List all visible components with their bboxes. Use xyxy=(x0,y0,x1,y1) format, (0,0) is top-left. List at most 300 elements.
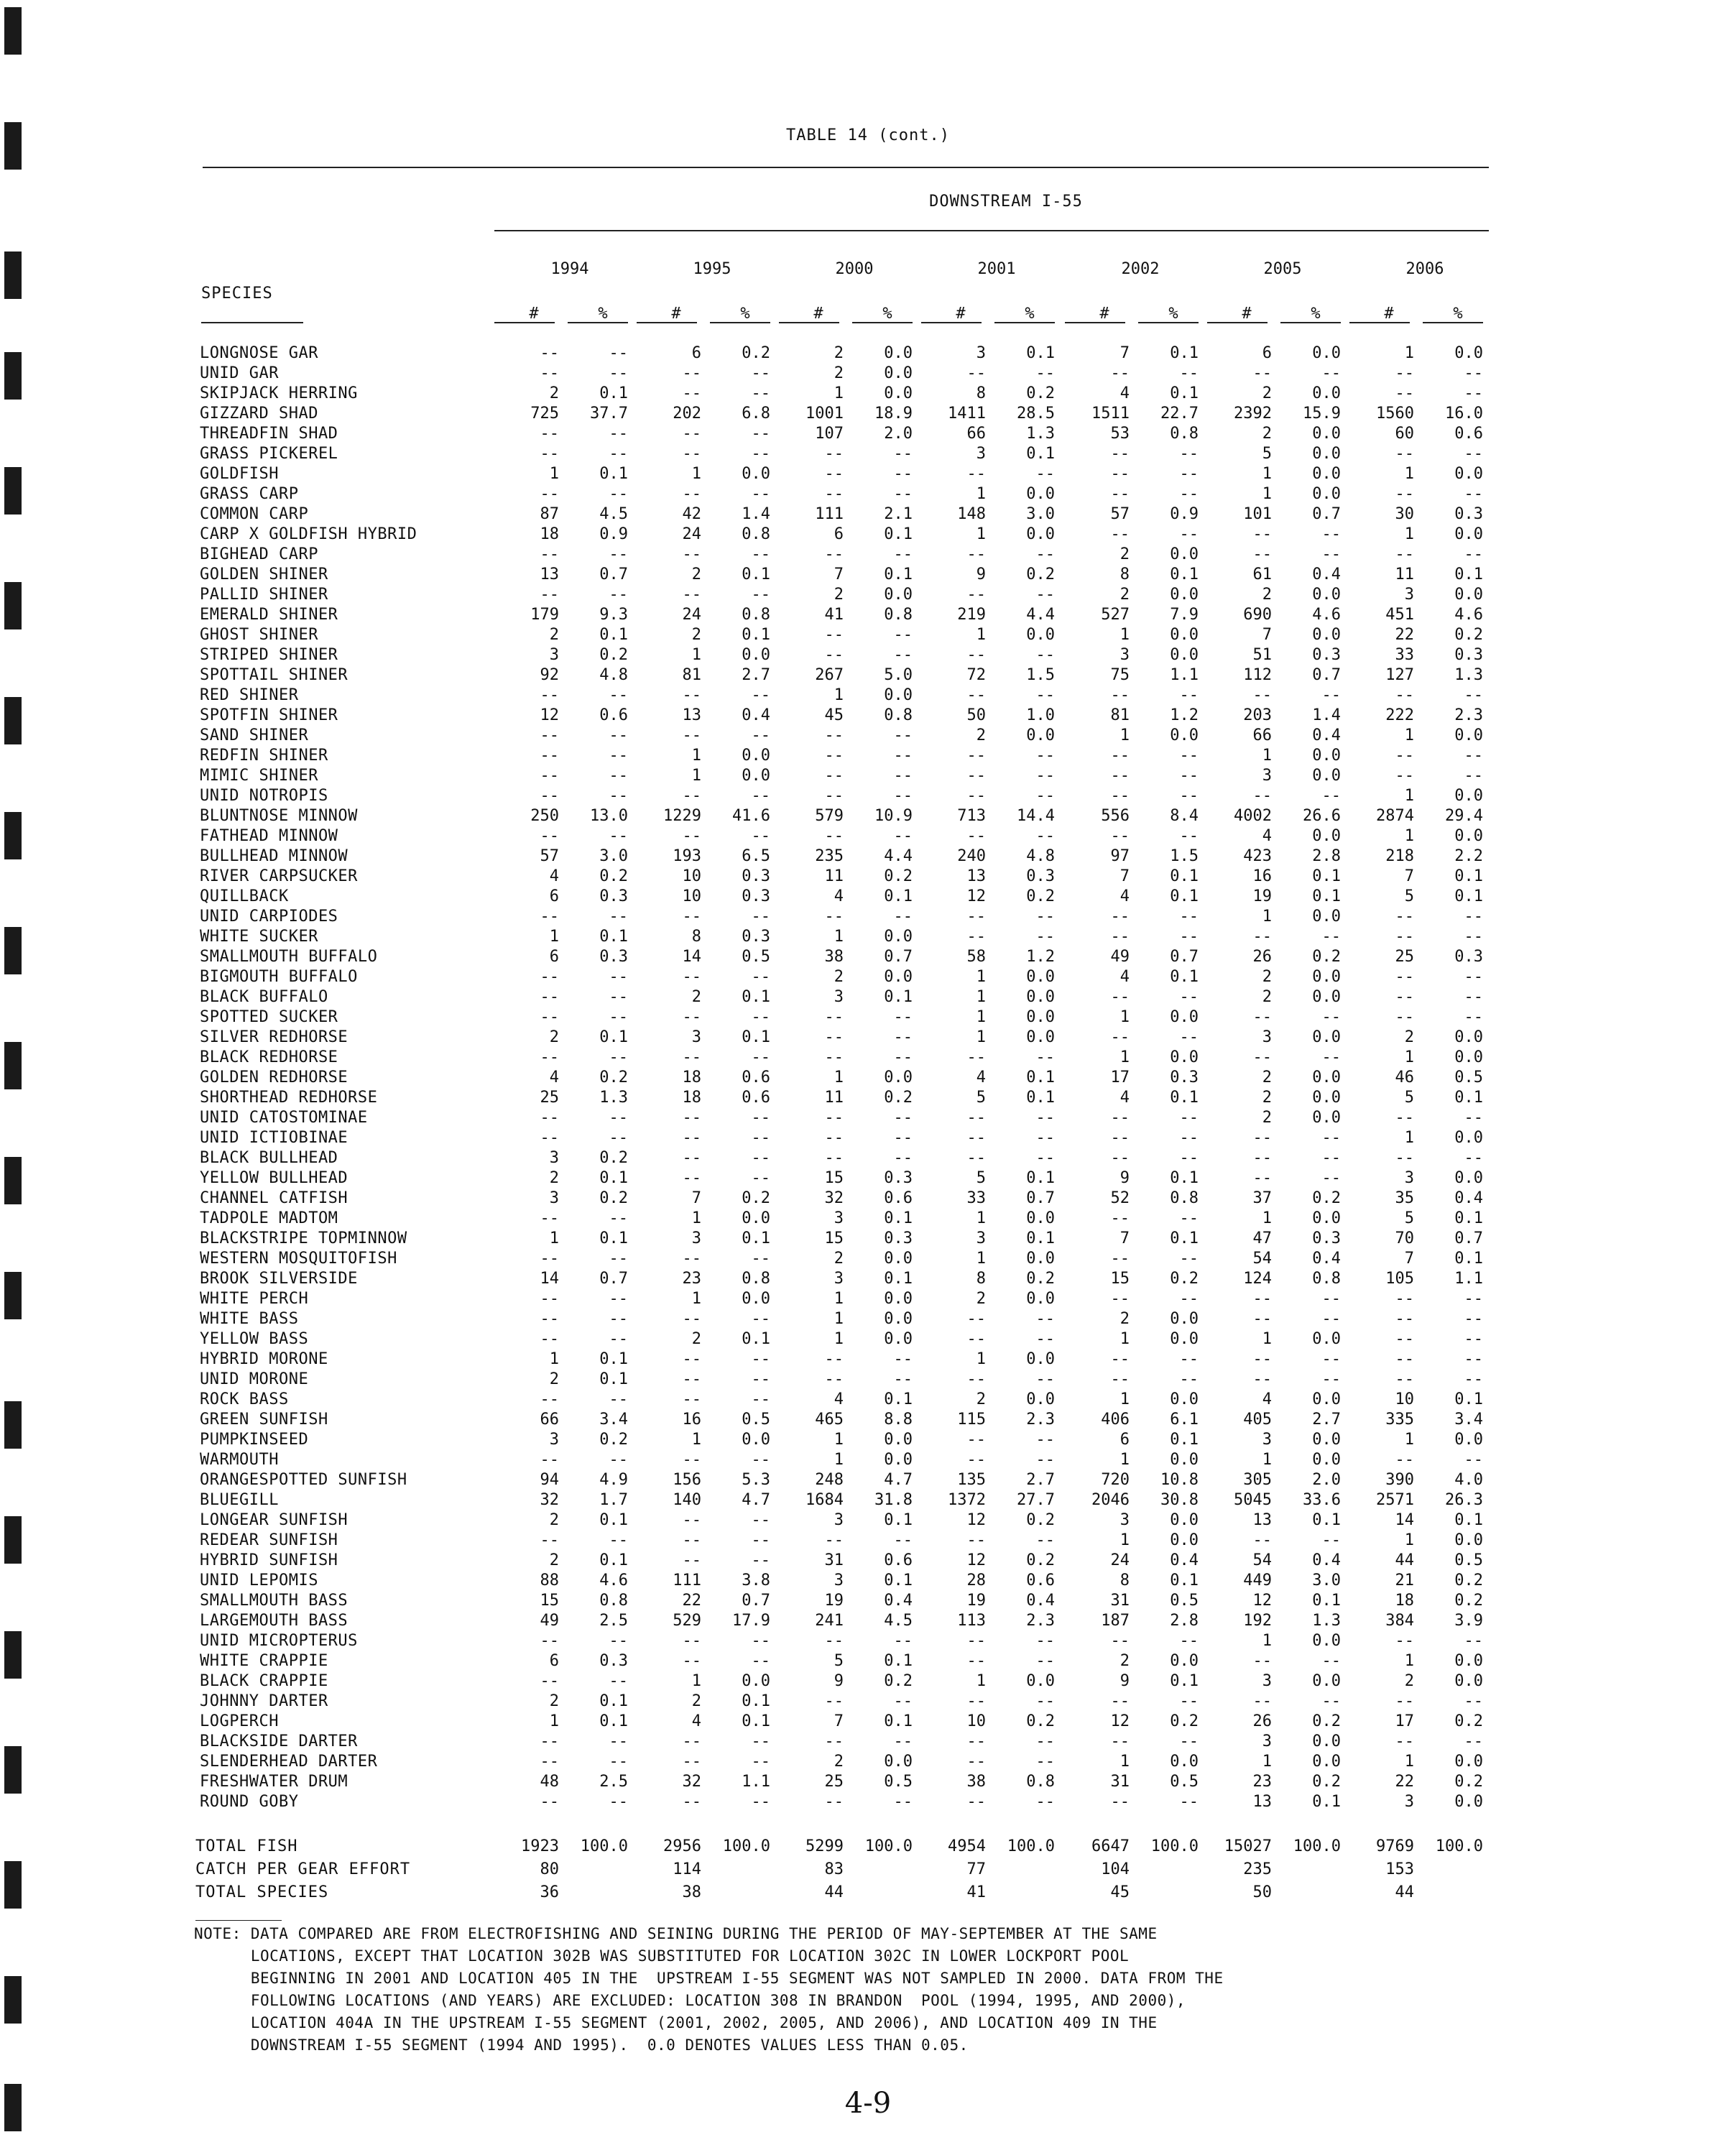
percent-cell: 100.0 xyxy=(864,1837,913,1855)
count-cell: 1 xyxy=(691,1672,701,1690)
count-cell: 1 xyxy=(976,485,986,503)
count-cell: -- xyxy=(1110,1793,1130,1811)
percent-cell: 0.0 xyxy=(1454,1652,1483,1670)
percent-cell: -- xyxy=(893,767,913,785)
percent-cell: -- xyxy=(751,1350,770,1368)
table-row xyxy=(0,1189,1736,1209)
percent-cell: 0.0 xyxy=(1170,626,1199,644)
year-header: 1995 xyxy=(693,260,731,278)
table-row xyxy=(0,887,1736,907)
table-row xyxy=(0,1410,1736,1430)
percent-cell: -- xyxy=(751,968,770,986)
count-cell: -- xyxy=(682,586,701,604)
count-cell: -- xyxy=(682,968,701,986)
count-cell: -- xyxy=(824,1370,844,1388)
count-cell: 2 xyxy=(691,566,701,583)
count-cell: 94 xyxy=(540,1471,559,1489)
percent-cell: 1.2 xyxy=(1170,706,1199,724)
table-row xyxy=(0,1128,1736,1148)
count-cell: -- xyxy=(682,1390,701,1408)
percent-cell: -- xyxy=(1179,1250,1199,1268)
percent-cell: -- xyxy=(751,1129,770,1147)
count-cell: 1 xyxy=(1262,1632,1272,1650)
count-cell: 2 xyxy=(1404,1028,1414,1046)
percent-cell: 1.5 xyxy=(1026,666,1055,684)
percent-cell: 0.2 xyxy=(1312,1773,1341,1791)
species-name: MIMIC SHINER xyxy=(200,767,318,785)
count-cell: -- xyxy=(682,1129,701,1147)
percent-cell: -- xyxy=(1321,1048,1341,1066)
count-cell: 3 xyxy=(1262,1431,1272,1449)
count-cell: 25 xyxy=(1395,948,1414,966)
percent-cell: 0.0 xyxy=(1454,1431,1483,1449)
percent-cell: -- xyxy=(1179,747,1199,765)
table-row xyxy=(0,1007,1736,1028)
count-cell: 2 xyxy=(549,1028,559,1046)
count-cell: 48 xyxy=(540,1773,559,1791)
count-cell: 3 xyxy=(1119,1511,1130,1529)
count-cell: 1 xyxy=(834,1330,844,1348)
percent-cell: 8.4 xyxy=(1170,807,1199,825)
percent-cell: 0.0 xyxy=(1454,827,1483,845)
table-row xyxy=(0,766,1736,786)
species-name: GOLDEN REDHORSE xyxy=(200,1069,348,1086)
percent-cell: 0.2 xyxy=(1454,626,1483,644)
percent-cell: -- xyxy=(1179,1149,1199,1167)
percent-cell: 0.0 xyxy=(1312,1069,1341,1086)
percent-cell: 0.0 xyxy=(1170,1390,1199,1408)
percent-cell: -- xyxy=(1464,747,1483,765)
percent-column-header: % xyxy=(1311,305,1321,323)
count-cell: -- xyxy=(1110,1370,1130,1388)
year-header: 2002 xyxy=(1121,260,1160,278)
percent-cell: -- xyxy=(1179,928,1199,946)
count-cell: 3 xyxy=(976,344,986,362)
percent-cell: 10.8 xyxy=(1160,1471,1199,1489)
table-row xyxy=(0,1631,1736,1651)
count-cell: 3 xyxy=(549,1431,559,1449)
count-cell: 14 xyxy=(682,948,701,966)
percent-cell: -- xyxy=(1321,1008,1341,1026)
percent-cell: 37.7 xyxy=(590,405,628,423)
percent-cell: 0.1 xyxy=(1170,344,1199,362)
count-cell: -- xyxy=(824,726,844,744)
species-name: UNID NOTROPIS xyxy=(200,787,328,805)
count-cell: -- xyxy=(1252,545,1272,563)
percent-cell: 2.8 xyxy=(1170,1612,1199,1630)
count-header-underline xyxy=(921,322,982,323)
percent-cell: 0.3 xyxy=(1454,505,1483,523)
count-cell: 7 xyxy=(1119,344,1130,362)
count-cell: -- xyxy=(1110,686,1130,704)
table-row xyxy=(0,1712,1736,1732)
count-cell: 61 xyxy=(1252,566,1272,583)
table-row xyxy=(0,1148,1736,1168)
percent-cell: -- xyxy=(1464,1451,1483,1469)
percent-cell: -- xyxy=(609,1793,628,1811)
percent-cell: -- xyxy=(751,726,770,744)
percent-cell: 0.4 xyxy=(1312,1551,1341,1569)
percent-cell: 0.4 xyxy=(1312,566,1341,583)
percent-cell: -- xyxy=(893,485,913,503)
percent-cell: 0.0 xyxy=(1026,485,1055,503)
count-cell: 54 xyxy=(1252,1551,1272,1569)
percent-cell: -- xyxy=(1464,1733,1483,1750)
count-cell: -- xyxy=(966,1753,986,1771)
percent-cell: 0.1 xyxy=(1026,1089,1055,1107)
percent-cell: 0.0 xyxy=(1170,545,1199,563)
percent-cell: -- xyxy=(609,1008,628,1026)
percent-cell: 0.9 xyxy=(599,525,628,543)
percent-cell: -- xyxy=(1321,1129,1341,1147)
percent-cell: 0.1 xyxy=(1454,566,1483,583)
percent-cell: -- xyxy=(1321,1169,1341,1187)
table-row xyxy=(0,1470,1736,1490)
count-cell: 3 xyxy=(1262,1733,1272,1750)
count-cell: 1 xyxy=(691,767,701,785)
species-name: BIGHEAD CARP xyxy=(200,545,318,563)
percent-cell: -- xyxy=(1179,1350,1199,1368)
percent-header-underline xyxy=(852,322,913,323)
count-cell: 1 xyxy=(976,1250,986,1268)
table-row xyxy=(0,1571,1736,1591)
percent-cell: 0.0 xyxy=(1026,626,1055,644)
percent-cell: 0.0 xyxy=(1312,485,1341,503)
count-cell: 6 xyxy=(691,344,701,362)
percent-cell: 0.1 xyxy=(1170,1089,1199,1107)
species-name: UNID MICROPTERUS xyxy=(200,1632,358,1650)
count-cell: 8 xyxy=(1119,566,1130,583)
count-cell: 60 xyxy=(1395,425,1414,443)
percent-cell: 0.0 xyxy=(1454,465,1483,483)
count-cell: 1 xyxy=(1404,465,1414,483)
species-name: WHITE BASS xyxy=(200,1310,299,1328)
percent-cell: 0.0 xyxy=(1170,1048,1199,1066)
count-cell: 3 xyxy=(834,1209,844,1227)
percent-header-underline xyxy=(568,322,628,323)
percent-cell: -- xyxy=(751,1753,770,1771)
count-cell: -- xyxy=(1395,1692,1414,1710)
totals-row xyxy=(0,1858,1736,1881)
count-cell: -- xyxy=(540,586,559,604)
percent-cell: 0.7 xyxy=(1312,505,1341,523)
count-cell: 1 xyxy=(1262,1451,1272,1469)
count-cell: 33 xyxy=(966,1189,986,1207)
count-cell: -- xyxy=(1252,1169,1272,1187)
count-cell: 1 xyxy=(976,968,986,986)
percent-cell: -- xyxy=(1035,1632,1055,1650)
percent-cell: -- xyxy=(751,686,770,704)
count-cell: 1 xyxy=(1119,1008,1130,1026)
count-cell: -- xyxy=(540,1048,559,1066)
count-cell: 2 xyxy=(691,1692,701,1710)
percent-cell: 0.0 xyxy=(1454,1028,1483,1046)
count-cell: 2 xyxy=(691,988,701,1006)
count-cell: 193 xyxy=(673,847,701,865)
percent-cell: 0.1 xyxy=(742,1028,770,1046)
percent-cell: -- xyxy=(609,425,628,443)
percent-cell: 0.1 xyxy=(884,566,913,583)
species-name: REDEAR SUNFISH xyxy=(200,1531,338,1549)
table-row xyxy=(0,1792,1736,1812)
count-cell: 42 xyxy=(682,505,701,523)
percent-cell: 0.1 xyxy=(1170,867,1199,885)
count-cell: -- xyxy=(1252,1149,1272,1167)
percent-cell: 0.4 xyxy=(1026,1592,1055,1610)
percent-cell: 0.0 xyxy=(1026,988,1055,1006)
table-row xyxy=(0,1651,1736,1671)
count-cell: 8 xyxy=(976,384,986,402)
count-cell: 2 xyxy=(976,1390,986,1408)
percent-cell: 0.1 xyxy=(884,1712,913,1730)
count-cell: -- xyxy=(540,767,559,785)
count-cell: 2 xyxy=(549,1551,559,1569)
table-row xyxy=(0,927,1736,947)
percent-cell: 1.3 xyxy=(599,1089,628,1107)
percent-cell: 0.1 xyxy=(742,1712,770,1730)
count-cell: 111 xyxy=(673,1572,701,1590)
count-cell: 2956 xyxy=(663,1837,701,1855)
percent-cell: 0.0 xyxy=(742,1209,770,1227)
percent-cell: 0.0 xyxy=(742,1290,770,1308)
table-row xyxy=(0,464,1736,484)
percent-cell: -- xyxy=(1035,1370,1055,1388)
percent-cell: 6.1 xyxy=(1170,1411,1199,1429)
table-row xyxy=(0,846,1736,867)
percent-column-header: % xyxy=(1453,305,1463,323)
count-cell: 1 xyxy=(1404,1652,1414,1670)
count-cell: 12 xyxy=(1110,1712,1130,1730)
count-cell: -- xyxy=(1395,928,1414,946)
percent-cell: 6.5 xyxy=(742,847,770,865)
species-name: SMALLMOUTH BUFFALO xyxy=(200,948,378,966)
count-cell: 218 xyxy=(1385,847,1414,865)
percent-cell: -- xyxy=(751,1169,770,1187)
count-header-underline xyxy=(1065,322,1125,323)
count-cell: -- xyxy=(540,545,559,563)
count-cell: 38 xyxy=(824,948,844,966)
count-cell: 2 xyxy=(549,1370,559,1388)
percent-cell: 0.1 xyxy=(1312,1793,1341,1811)
percent-cell: 0.0 xyxy=(1312,465,1341,483)
count-header-underline xyxy=(1207,322,1268,323)
count-cell: 1560 xyxy=(1376,405,1414,423)
table-row xyxy=(0,625,1736,645)
percent-cell: 2.3 xyxy=(1026,1612,1055,1630)
percent-cell: -- xyxy=(751,1451,770,1469)
count-cell: 2 xyxy=(549,1692,559,1710)
percent-cell: 0.0 xyxy=(1312,445,1341,463)
count-cell: 16 xyxy=(682,1411,701,1429)
species-name: BLACK CRAPPIE xyxy=(200,1672,328,1690)
table-row xyxy=(0,1551,1736,1571)
percent-cell: 0.5 xyxy=(1454,1551,1483,1569)
count-cell: -- xyxy=(1395,445,1414,463)
percent-cell: 0.8 xyxy=(1026,1773,1055,1791)
count-cell: 2874 xyxy=(1376,807,1414,825)
count-cell: -- xyxy=(1395,485,1414,503)
count-cell: 11 xyxy=(824,867,844,885)
percent-cell: 1.4 xyxy=(742,505,770,523)
table-row xyxy=(0,1088,1736,1108)
count-cell: -- xyxy=(824,1149,844,1167)
species-name: SKIPJACK HERRING xyxy=(200,384,358,402)
count-cell: -- xyxy=(1252,1048,1272,1066)
percent-cell: 0.1 xyxy=(742,1229,770,1247)
count-cell: 77 xyxy=(966,1860,986,1878)
count-cell: 153 xyxy=(1385,1860,1414,1878)
count-cell: 32 xyxy=(824,1189,844,1207)
species-name: LONGNOSE GAR xyxy=(200,344,318,362)
count-column-header: # xyxy=(529,305,539,323)
count-cell: 2 xyxy=(549,626,559,644)
percent-cell: -- xyxy=(609,586,628,604)
title-rule xyxy=(203,167,1489,168)
table-row xyxy=(0,686,1736,706)
species-name: SLENDERHEAD DARTER xyxy=(200,1753,378,1771)
percent-cell: 0.2 xyxy=(1026,887,1055,905)
percent-cell: 4.4 xyxy=(1026,606,1055,624)
percent-cell: 0.0 xyxy=(1454,726,1483,744)
count-cell: 13 xyxy=(540,566,559,583)
percent-cell: 0.3 xyxy=(599,1652,628,1670)
count-cell: -- xyxy=(824,1692,844,1710)
percent-cell: 0.0 xyxy=(1170,1511,1199,1529)
percent-cell: -- xyxy=(1035,1692,1055,1710)
count-cell: 390 xyxy=(1385,1471,1414,1489)
count-cell: 9 xyxy=(1119,1672,1130,1690)
percent-cell: -- xyxy=(751,1109,770,1127)
percent-cell: 0.0 xyxy=(1170,1310,1199,1328)
species-name: SPOTTAIL SHINER xyxy=(200,666,348,684)
percent-cell: 0.8 xyxy=(1170,425,1199,443)
percent-cell: -- xyxy=(751,425,770,443)
count-cell: 3 xyxy=(976,1229,986,1247)
count-cell: -- xyxy=(1395,1350,1414,1368)
count-cell: -- xyxy=(966,827,986,845)
percent-cell: 0.0 xyxy=(1312,767,1341,785)
count-cell: 13 xyxy=(966,867,986,885)
count-cell: 101 xyxy=(1243,505,1272,523)
percent-cell: -- xyxy=(1035,465,1055,483)
percent-cell: 0.1 xyxy=(599,1692,628,1710)
percent-cell: 0.0 xyxy=(1026,968,1055,986)
percent-cell: -- xyxy=(751,1310,770,1328)
count-cell: 12 xyxy=(1252,1592,1272,1610)
percent-cell: 0.5 xyxy=(1454,1069,1483,1086)
count-cell: 5 xyxy=(976,1089,986,1107)
table-row xyxy=(0,1349,1736,1370)
species-name: TOTAL SPECIES xyxy=(195,1883,329,1901)
percent-cell: 0.7 xyxy=(1312,666,1341,684)
percent-cell: -- xyxy=(1035,1048,1055,1066)
table-row xyxy=(0,1229,1736,1249)
percent-cell: 0.0 xyxy=(1026,1390,1055,1408)
species-name: EMERALD SHINER xyxy=(200,606,338,624)
percent-cell: 0.3 xyxy=(884,1229,913,1247)
count-cell: 24 xyxy=(682,606,701,624)
count-cell: -- xyxy=(966,787,986,805)
count-cell: 80 xyxy=(540,1860,559,1878)
species-name: JOHNNY DARTER xyxy=(200,1692,328,1710)
count-cell: -- xyxy=(682,726,701,744)
percent-cell: -- xyxy=(751,1793,770,1811)
count-cell: 2 xyxy=(1119,1310,1130,1328)
species-name: RED SHINER xyxy=(200,686,299,704)
percent-cell: 0.1 xyxy=(1026,344,1055,362)
percent-cell: 0.0 xyxy=(1312,968,1341,986)
count-cell: 57 xyxy=(540,847,559,865)
species-name: UNID GAR xyxy=(200,364,279,382)
percent-cell: 0.0 xyxy=(1026,1028,1055,1046)
percent-cell: 8.8 xyxy=(884,1411,913,1429)
count-cell: -- xyxy=(1395,545,1414,563)
percent-cell: 0.0 xyxy=(1454,1169,1483,1187)
count-cell: -- xyxy=(540,1008,559,1026)
count-cell: 1 xyxy=(1262,1330,1272,1348)
percent-cell: 0.0 xyxy=(1170,1008,1199,1026)
table-row xyxy=(0,1249,1736,1269)
percent-cell: 0.0 xyxy=(1026,1672,1055,1690)
percent-cell: -- xyxy=(1179,1733,1199,1750)
count-cell: 54 xyxy=(1252,1250,1272,1268)
percent-cell: 0.0 xyxy=(1312,1672,1341,1690)
count-cell: 556 xyxy=(1101,807,1130,825)
percent-cell: 0.1 xyxy=(1170,1572,1199,1590)
percent-cell: 2.7 xyxy=(1312,1411,1341,1429)
species-name: UNID CATOSTOMINAE xyxy=(200,1109,368,1127)
count-cell: 1 xyxy=(1404,1531,1414,1549)
table-row xyxy=(0,1671,1736,1692)
count-cell: 19 xyxy=(966,1592,986,1610)
count-cell: 3 xyxy=(834,988,844,1006)
percent-cell: -- xyxy=(1035,1431,1055,1449)
species-name: CARP X GOLDFISH HYBRID xyxy=(200,525,417,543)
count-cell: 1 xyxy=(834,1069,844,1086)
table-row xyxy=(0,545,1736,565)
percent-column-header: % xyxy=(740,305,750,323)
count-cell: 66 xyxy=(1252,726,1272,744)
count-cell: 14 xyxy=(1395,1511,1414,1529)
percent-cell: 0.4 xyxy=(1454,1189,1483,1207)
count-cell: 124 xyxy=(1243,1270,1272,1288)
count-cell: 9 xyxy=(1119,1169,1130,1187)
count-cell: -- xyxy=(824,465,844,483)
percent-cell: 2.5 xyxy=(599,1612,628,1630)
count-cell: 305 xyxy=(1243,1471,1272,1489)
count-cell: -- xyxy=(1110,445,1130,463)
table-row xyxy=(0,665,1736,686)
count-cell: -- xyxy=(682,1008,701,1026)
count-cell: -- xyxy=(540,1753,559,1771)
percent-cell: -- xyxy=(1464,1310,1483,1328)
count-cell: 87 xyxy=(540,505,559,523)
count-cell: 2 xyxy=(834,1250,844,1268)
count-cell: 219 xyxy=(957,606,986,624)
count-cell: 51 xyxy=(1252,646,1272,664)
table-row xyxy=(0,1752,1736,1772)
percent-header-underline xyxy=(710,322,770,323)
percent-cell: -- xyxy=(751,1652,770,1670)
percent-cell: 0.0 xyxy=(1170,1531,1199,1549)
species-name: GOLDEN SHINER xyxy=(200,566,328,583)
percent-cell: 33.6 xyxy=(1303,1491,1341,1509)
percent-cell: -- xyxy=(893,827,913,845)
count-cell: 1 xyxy=(691,465,701,483)
percent-cell: -- xyxy=(893,747,913,765)
count-header-underline xyxy=(1349,322,1410,323)
count-cell: 5 xyxy=(834,1652,844,1670)
